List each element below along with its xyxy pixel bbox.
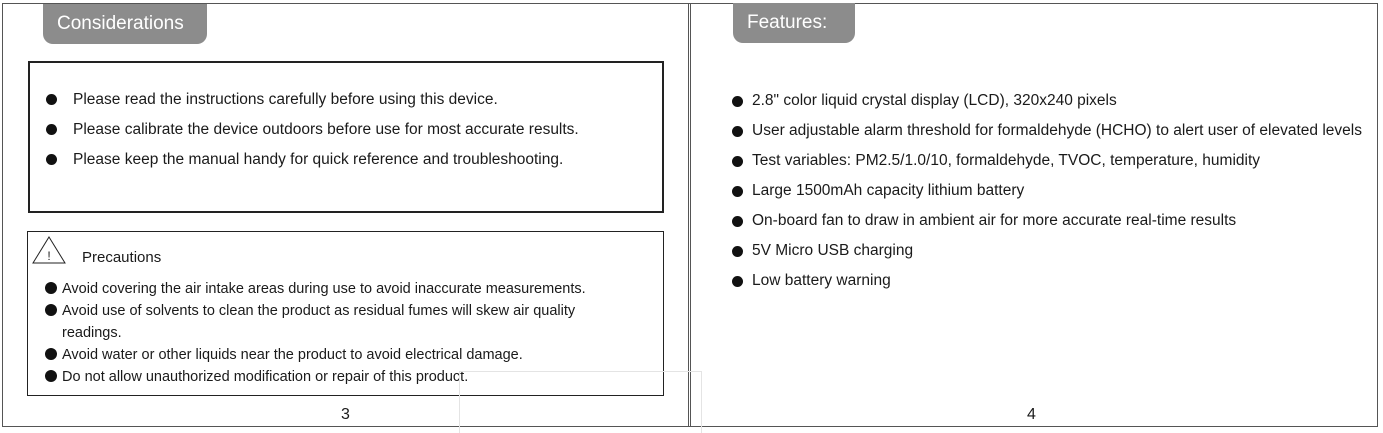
considerations-list <box>46 90 579 180</box>
bullet-icon <box>732 126 743 137</box>
feature-text: 2.8" color liquid crystal display (LCD), 320x240 pixels <box>752 92 1117 109</box>
bullet-icon <box>732 246 743 257</box>
feature-text: On-board fan to draw in ambient air for more accurate real-time results <box>752 212 1237 229</box>
consideration-text: Please read the instructions carefully before using this device. <box>73 91 498 108</box>
considerations-tab: Considerations <box>43 4 207 44</box>
precaution-text: Avoid use of solvents to clean the product as residual fumes will skew air quality readings. <box>62 303 576 341</box>
bullet-icon <box>732 96 743 107</box>
list-item <box>45 300 655 344</box>
bullet-icon <box>732 276 743 287</box>
features-list <box>732 86 1372 296</box>
bullet-icon <box>45 348 57 360</box>
page-number: 3 <box>341 406 350 423</box>
features-tab: Features: <box>733 3 855 43</box>
consideration-text: Please calibrate the device outdoors before use for most accurate results. <box>73 121 579 138</box>
bullet-icon <box>732 216 743 227</box>
feature-text: Low battery warning <box>752 272 891 289</box>
feature-text: Test variables: PM2.5/1.0/10, formaldehyde, TVOC, temperature, humidity <box>752 152 1261 169</box>
precaution-text: Avoid water or other liquids near the product to avoid electrical damage. <box>62 347 523 363</box>
warning-mark: ! <box>47 249 51 263</box>
bullet-icon <box>46 124 57 135</box>
list-item <box>45 278 655 300</box>
bullet-icon <box>46 94 57 105</box>
bullet-icon <box>46 154 57 165</box>
list-item <box>732 236 1372 266</box>
list-item <box>45 344 655 366</box>
overlay-panel <box>459 371 702 433</box>
bullet-icon <box>732 156 743 167</box>
bullet-icon <box>45 370 57 382</box>
page-divider <box>688 3 691 427</box>
list-item <box>46 90 579 120</box>
list-item <box>46 150 579 180</box>
list-item <box>732 116 1372 146</box>
feature-text: User adjustable alarm threshold for formaldehyde (HCHO) to alert user of elevated levels <box>752 122 1362 139</box>
page-number: 4 <box>1027 406 1036 423</box>
bullet-icon <box>732 186 743 197</box>
feature-text: Large 1500mAh capacity lithium battery <box>752 182 1025 199</box>
feature-text: 5V Micro USB charging <box>752 242 914 259</box>
list-item <box>732 146 1372 176</box>
bullet-icon <box>45 304 57 316</box>
bullet-icon <box>45 282 57 294</box>
list-item <box>732 86 1372 116</box>
list-item <box>732 266 1372 296</box>
consideration-text: Please keep the manual handy for quick reference and troubleshooting. <box>73 151 564 168</box>
list-item <box>46 120 579 150</box>
list-item <box>732 206 1372 236</box>
precautions-title: Precautions <box>82 249 162 266</box>
precaution-text: Do not allow unauthorized modification or repair of this product. <box>62 369 469 385</box>
precaution-text: Avoid covering the air intake areas during use to avoid inaccurate measurements. <box>62 281 586 297</box>
warning-triangle-icon <box>32 236 66 264</box>
list-item <box>732 176 1372 206</box>
